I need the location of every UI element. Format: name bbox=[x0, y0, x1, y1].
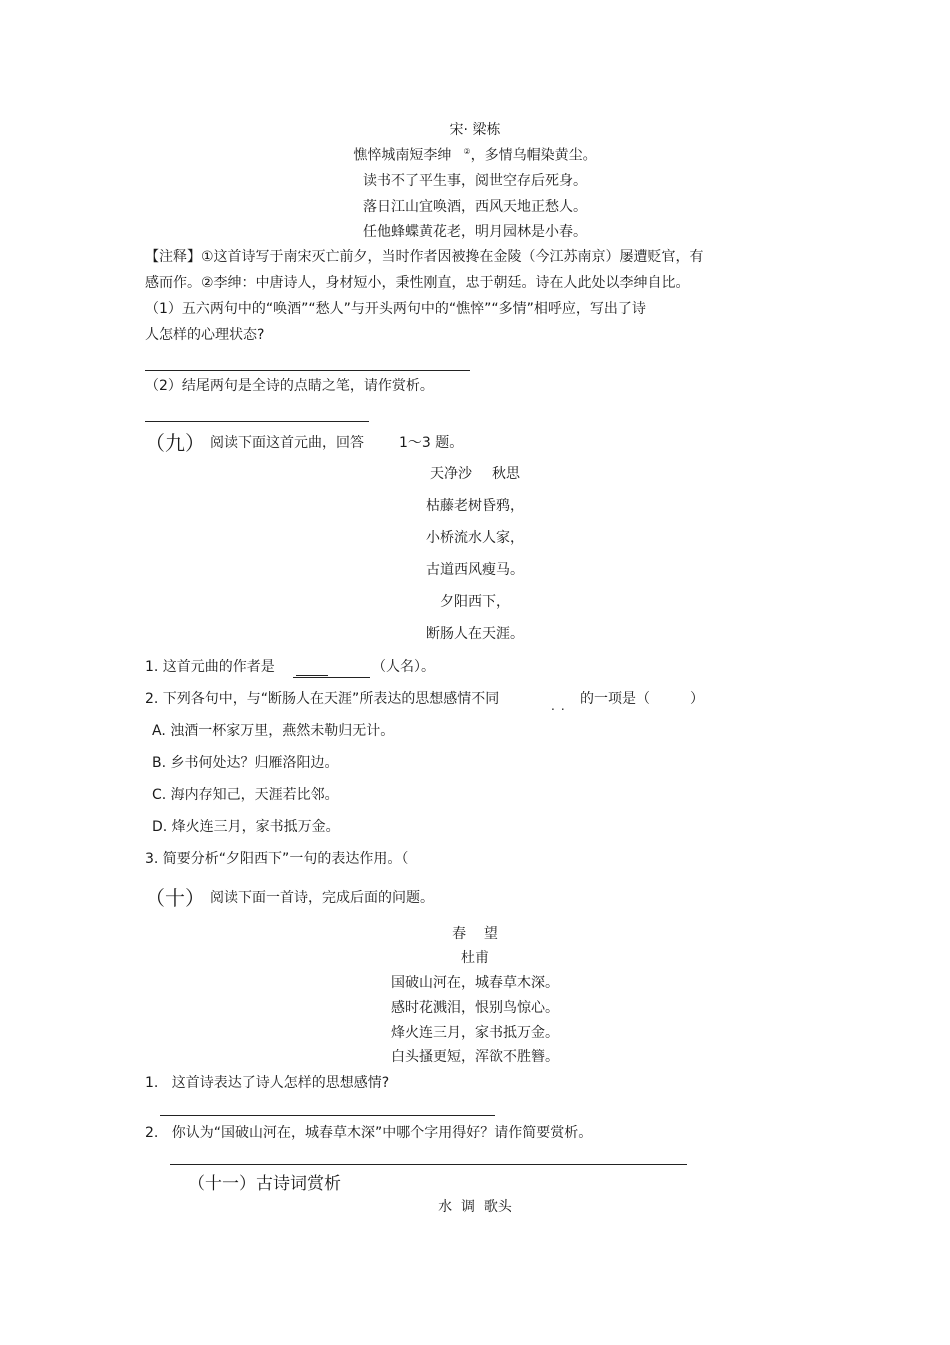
section-10-number: （十） bbox=[145, 886, 205, 910]
poem8-author: 宋· 梁栋 bbox=[449, 122, 501, 138]
answer-blank-mark bbox=[296, 675, 328, 676]
option-a: A. 浊酒一杯家万里，燕然未勒归无计。 bbox=[152, 723, 395, 739]
section-9-question-2b: 的一项是（ bbox=[580, 691, 650, 707]
qu-line-5: 断肠人在天涯。 bbox=[426, 626, 524, 642]
poem8-note-2: 感而作。②李绅：中唐诗人，身材短小，秉性刚直，忠于朝廷。诗在人此处以李绅自比。 bbox=[145, 275, 690, 291]
qu-line-4: 夕阳西下， bbox=[440, 594, 510, 610]
poem8-question-2: （2）结尾两句是全诗的点睛之笔，请作赏析。 bbox=[145, 378, 434, 394]
poem8-question-1a: （1）五六两句中的“唤酒”“愁人”与开头两句中的“憔悴”“多情”相呼应，写出了诗 bbox=[145, 301, 646, 317]
poem10-author: 杜甫 bbox=[461, 950, 489, 966]
answer-blank[interactable] bbox=[293, 677, 370, 678]
section-9-question-2a: 2. 下列各句中，与“断肠人在天涯”所表达的思想感情不同 bbox=[145, 691, 500, 707]
section-9-intro: 阅读下面这首元曲，回答 bbox=[210, 435, 364, 451]
qu-line-2: 小桥流水人家， bbox=[426, 530, 524, 546]
section-9-question-3: 3. 简要分析“夕阳西下”一句的表达作用。（ bbox=[145, 851, 409, 867]
section-9-question-1a: 1. 这首元曲的作者是 bbox=[145, 659, 275, 675]
poem8-line-4: 任他蜂蝶黄花老，明月园林是小春。 bbox=[363, 224, 587, 240]
poem8-line-1b: ，多情乌帽染黄尘。 bbox=[470, 147, 597, 164]
qu-title bbox=[0, 466, 950, 483]
answer-line[interactable] bbox=[145, 370, 470, 371]
section-9-question-1b: （人名）。 bbox=[372, 659, 435, 675]
poem10-line-1: 国破山河在，城春草木深。 bbox=[391, 975, 559, 991]
section-10-question-1: 1. 这首诗表达了诗人怎样的思想感情? bbox=[145, 1075, 390, 1091]
poem8-line-1 bbox=[0, 147, 950, 164]
section-9-number: （九） bbox=[145, 431, 205, 455]
poem8-note-1: 【注释】①这首诗写于南宋灭亡前夕，当时作者因被搀在金陵（今江苏南京）屡遭贬官，有 bbox=[145, 249, 704, 265]
section-9-question-2c: ） bbox=[690, 691, 704, 707]
qu-title-main: 天净沙 bbox=[430, 466, 472, 482]
answer-line[interactable] bbox=[145, 421, 369, 422]
option-c: C. 海内存知己，天涯若比邻。 bbox=[152, 787, 339, 803]
poem8-question-1b: 人怎样的心理状态? bbox=[145, 327, 265, 343]
answer-line[interactable] bbox=[160, 1115, 495, 1116]
answer-line[interactable] bbox=[170, 1164, 687, 1165]
section-11-heading: （十一）古诗词赏析 bbox=[188, 1174, 341, 1194]
section-10-question-2: 2. 你认为“国破山河在，城春草木深”中哪个字用得好？请作简要赏析。 bbox=[145, 1125, 593, 1141]
emphasis-dots: .. bbox=[551, 699, 571, 713]
qu-line-3: 古道西风瘦马。 bbox=[426, 562, 524, 578]
option-d: D. 烽火连三月，家书抵万金。 bbox=[152, 819, 340, 835]
footnote-marker: ② bbox=[463, 147, 471, 156]
poem8-line-1a: 憔悴城南短李绅 bbox=[353, 147, 452, 164]
poem10-line-4: 白头搔更短，浑欲不胜簪。 bbox=[391, 1049, 559, 1065]
poem10-line-2: 感时花溅泪，恨别鸟惊心。 bbox=[391, 1000, 559, 1016]
poem8-line-3: 落日江山宜唤酒，西风天地正愁人。 bbox=[363, 199, 587, 215]
qu-line-1: 枯藤老树昏鸦， bbox=[426, 498, 524, 514]
poem10-line-3: 烽火连三月，家书抵万金。 bbox=[391, 1025, 559, 1041]
section-10-intro: 阅读下面一首诗，完成后面的问题。 bbox=[210, 890, 434, 906]
option-b: B. 乡书何处达？归雁洛阳边。 bbox=[152, 755, 339, 771]
qu-title-sub: 秋思 bbox=[492, 466, 520, 482]
poem10-title: 春 望 bbox=[452, 926, 498, 942]
section-9-range: 1～3 题。 bbox=[399, 435, 464, 451]
poem11-title: 水 调 歌头 bbox=[438, 1199, 512, 1215]
poem8-line-2: 读书不了平生事，阅世空存后死身。 bbox=[363, 173, 587, 189]
